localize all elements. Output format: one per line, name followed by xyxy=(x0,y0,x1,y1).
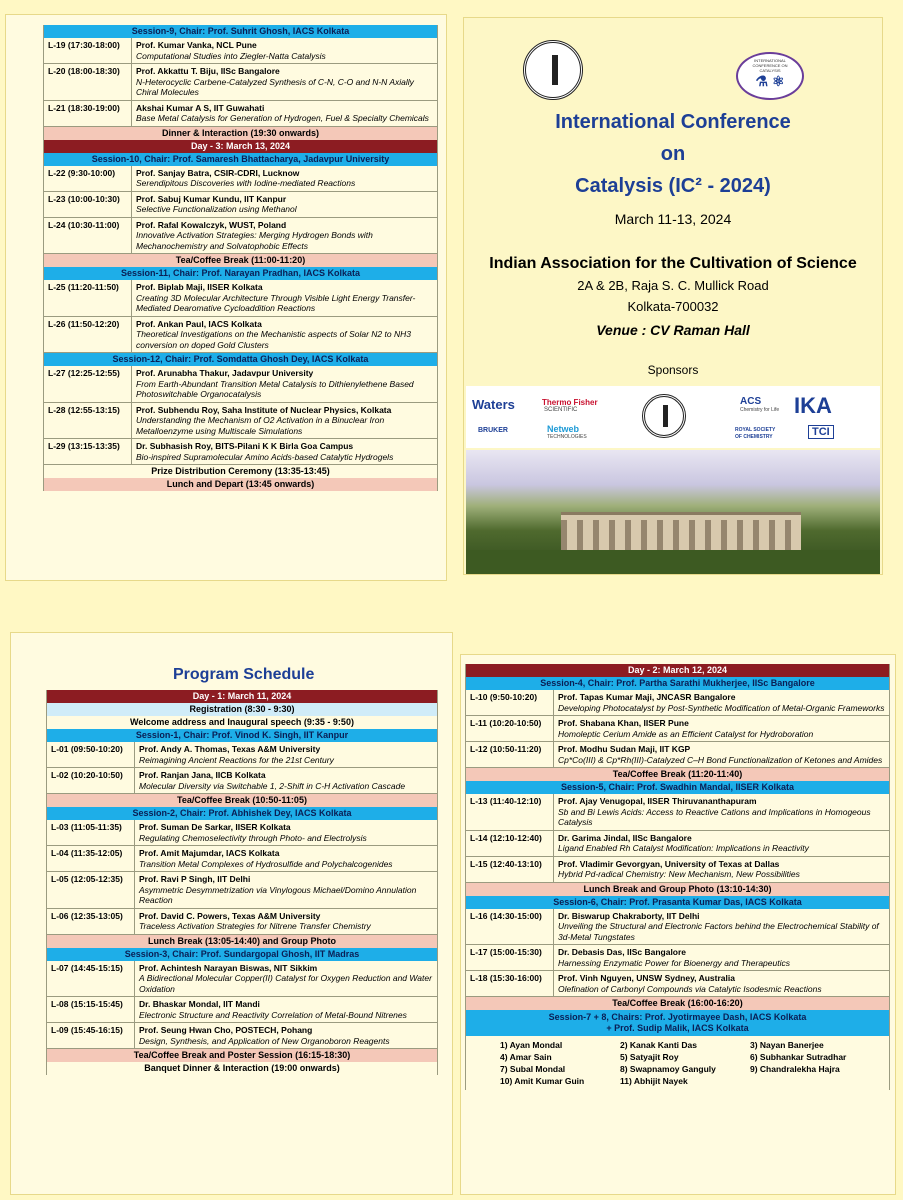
lecture-code: L-17 (15:00-15:30) xyxy=(466,945,554,970)
dinner-bar: Dinner & Interaction (19:30 onwards) xyxy=(44,127,437,140)
iacs-emblem-small xyxy=(642,394,686,438)
acs-tagline: Chemistry for Life xyxy=(740,407,780,413)
speaker-name: Prof. Suman De Sarkar, IISER Kolkata xyxy=(139,822,291,832)
lecture-row xyxy=(466,794,889,831)
lecture-row xyxy=(44,101,437,127)
lecture-details xyxy=(135,768,437,793)
conference-title-line3: Catalysis (IC² - 2024) xyxy=(575,175,771,197)
lecture-code: L-14 (12:10-12:40) xyxy=(466,831,554,856)
lecture-list xyxy=(466,690,889,768)
lecture-code: L-19 (17:30-18:00) xyxy=(44,38,132,63)
lecture-topic: Ligand Enabled Rh Catalyst Modification: Implications in Reactivity xyxy=(558,843,809,853)
tea-break-bar: Tea/Coffee Break (16:00-16:20) xyxy=(466,997,889,1010)
lecture-topic: Harnessing Enzymatic Power for Bioenergy and Therapeutics xyxy=(558,957,790,968)
lecture-topic: Electronic Structure and Reactivity Correlation of Metal-Bound Nitrenes xyxy=(139,1009,407,1020)
sponsors-heading: Sponsors xyxy=(647,363,699,377)
lecture-row xyxy=(47,820,437,846)
banquet-bar: Banquet Dinner & Interaction (19:00 onwards) xyxy=(47,1062,437,1075)
lecture-code: L-23 (10:00-10:30) xyxy=(44,192,132,217)
tea-break-bar: Tea/Coffee Break (11:20-11:40) xyxy=(466,768,889,781)
netweb-logo: Netweb xyxy=(547,424,580,434)
lecture-details xyxy=(554,742,889,767)
lecture-details xyxy=(132,38,437,63)
lecture-code: L-05 (12:05-12:35) xyxy=(47,872,135,908)
lecture-details xyxy=(554,794,889,830)
lecture-row xyxy=(466,971,889,997)
lecture-details xyxy=(132,280,437,316)
speaker-name: Dr. Bhaskar Mondal, IIT Mandi xyxy=(139,999,260,1009)
lecture-topic: Transition Metal Complexes of Hydrosulfide and Polychalcogenides xyxy=(139,858,393,869)
lecture-list xyxy=(44,166,437,255)
lecture-topic: From Earth-Abundant Transition Metal Catalysis to Dithienylethene Based Photoswitchable Organocatalysis xyxy=(136,378,414,399)
conference-title-line2: on xyxy=(660,143,686,165)
poster-presenter: 9) Chandralekha Hajra xyxy=(750,1064,840,1074)
lecture-code: L-06 (12:35-13:05) xyxy=(47,909,135,934)
lecture-topic: Developing Photocatalyst by Post-Synthetic Modification of Metal-Organic Frameworks xyxy=(558,702,885,713)
institute-name: Indian Association for the Cultivation of Science xyxy=(489,255,857,272)
speaker-name: Prof. Shabana Khan, IISER Pune xyxy=(558,718,689,728)
speaker-name: Dr. Biswarup Chakraborty, IIT Delhi xyxy=(558,910,700,921)
lecture-details xyxy=(132,101,437,126)
lecture-list xyxy=(47,742,437,794)
speaker-name: Prof. Sanjay Batra, CSIR-CDRI, Lucknow xyxy=(136,167,300,178)
lecture-details xyxy=(554,971,889,996)
lecture-row xyxy=(47,961,437,998)
venue: Venue : CV Raman Hall xyxy=(596,322,750,338)
lunch-bar: Lunch Break (13:05-14:40) and Group Photo xyxy=(47,935,437,948)
lecture-row xyxy=(44,439,437,465)
lecture-code: L-24 (10:30-11:00) xyxy=(44,218,132,254)
lecture-row xyxy=(44,38,437,64)
poster-presenter: 3) Nayan Banerjee xyxy=(750,1040,824,1050)
lecture-topic: Reimagining Ancient Reactions for the 21st Century xyxy=(139,754,334,765)
lecture-details xyxy=(132,439,437,464)
lecture-topic: Selective Functionalization using Methanol xyxy=(136,204,297,214)
session-header: Session-3, Chair: Prof. Sundargopal Ghosh, IIT Madras xyxy=(47,948,437,961)
schedule-table-bottom-left xyxy=(46,690,438,1075)
lecture-code: L-28 (12:55-13:15) xyxy=(44,403,132,439)
lecture-topic: Base Metal Catalysis for Generation of Hydrogen, Fuel & Specialty Chemicals xyxy=(136,113,429,123)
program-schedule-heading: Program Schedule xyxy=(173,666,315,683)
speaker-name: Dr. Subhasish Roy, BITS-Pilani K K Birla Goa Campus xyxy=(136,441,354,451)
schedule-table-top-left xyxy=(43,25,438,491)
lecture-details xyxy=(132,166,437,191)
lecture-list xyxy=(44,280,437,353)
lecture-row xyxy=(47,872,437,909)
lunch-bar: Lunch and Depart (13:45 onwards) xyxy=(44,478,437,491)
poster-presenter: 1) Ayan Mondal xyxy=(500,1040,563,1050)
speaker-name: Prof. Andy A. Thomas, Texas A&M University xyxy=(139,744,321,754)
lecture-row xyxy=(44,218,437,255)
lecture-list xyxy=(47,820,437,935)
lecture-code: L-29 (13:15-13:35) xyxy=(44,439,132,464)
lecture-topic: A Bidirectional Molecular Copper(II) Catalyst for Oxygen Reduction and Water Oxidation xyxy=(139,973,432,994)
lecture-row xyxy=(466,831,889,857)
lecture-details xyxy=(554,690,889,715)
conference-dates: March 11-13, 2024 xyxy=(614,211,732,227)
speaker-name: Prof. Ajay Venugopal, IISER Thiruvananthapuram xyxy=(558,796,757,806)
lecture-row xyxy=(466,857,889,883)
welcome-bar: Welcome address and Inaugural speech (9:35 - 9:50) xyxy=(47,716,437,729)
speaker-name: Prof. Seung Hwan Cho, POSTECH, Pohang xyxy=(139,1025,313,1035)
day-header: Day - 3: March 13, 2024 xyxy=(44,140,437,153)
lecture-row xyxy=(44,366,437,403)
lecture-details xyxy=(132,317,437,353)
speaker-name: Prof. Ankan Paul, IACS Kolkata xyxy=(136,318,262,329)
lecture-details xyxy=(132,366,437,402)
netweb-sub: TECHNOLOGIES xyxy=(547,434,587,440)
lecture-code: L-18 (15:30-16:00) xyxy=(466,971,554,996)
lecture-code: L-03 (11:05-11:35) xyxy=(47,820,135,845)
address-line1: 2A & 2B, Raja S. C. Mullick Road xyxy=(577,278,769,293)
lecture-code: L-15 (12:40-13:10) xyxy=(466,857,554,882)
lecture-code: L-01 (09:50-10:20) xyxy=(47,742,135,767)
poster-presenter: 7) Subal Mondal xyxy=(500,1064,566,1074)
speaker-name: Akshai Kumar A S, IIT Guwahati xyxy=(136,102,265,113)
lecture-details xyxy=(135,909,437,934)
lecture-topic: Olefination of Carbonyl Compounds via Catalytic Isodesmic Reactions xyxy=(558,983,822,994)
lecture-details xyxy=(554,831,889,856)
lecture-row xyxy=(44,317,437,354)
speaker-name: Prof. Vladimir Gevorgyan, University of Texas at Dallas xyxy=(558,858,780,869)
lecture-details xyxy=(135,742,437,767)
lecture-topic: Innovative Activation Strategies: Merging Hydrogen Bonds with Mechanochemistry and Solvatophobic Effects xyxy=(136,230,373,251)
lecture-row xyxy=(466,945,889,971)
session-header: Session-1, Chair: Prof. Vinod K. Singh, IIT Kanpur xyxy=(47,729,437,742)
lecture-topic: Design, Synthesis, and Application of New Organoboron Reagents xyxy=(139,1035,390,1046)
lecture-topic: Creating 3D Molecular Architecture Through Visible Light Energy Transfer-Mediated Dearomative Cycloaddition Reactions xyxy=(136,292,416,313)
lecture-details xyxy=(132,192,437,217)
lecture-details xyxy=(135,846,437,871)
lunch-bar: Lunch Break and Group Photo (13:10-14:30) xyxy=(466,883,889,896)
rsc-logo: ROYAL SOCIETY xyxy=(735,427,776,433)
lecture-details xyxy=(135,820,437,845)
speaker-name: Dr. Debasis Das, IISc Bangalore xyxy=(558,947,687,957)
lecture-row xyxy=(44,192,437,218)
lecture-topic: Unveiling the Structural and Electronic Factors behind the Electrochemical Stability of 3d-Metal Tungstates xyxy=(558,921,879,942)
lecture-topic: Sb and Bi Lewis Acids: Access to Reactive Cations and Implications in Homogeous Catalysis xyxy=(558,806,871,827)
prize-bar: Prize Distribution Ceremony (13:35-13:45) xyxy=(44,465,437,478)
speaker-name: Prof. Biplab Maji, IISER Kolkata xyxy=(136,282,263,292)
speaker-name: Prof. Subhendu Roy, Saha Institute of Nuclear Physics, Kolkata xyxy=(136,404,392,415)
lecture-details xyxy=(132,64,437,100)
lecture-topic: Cp*Co(III) & Cp*Rh(III)-Catalyzed C–H Bond Functionalization of Ketones and Amides xyxy=(558,754,883,765)
lecture-details xyxy=(554,945,889,970)
lecture-row xyxy=(47,1023,437,1049)
lecture-row xyxy=(47,846,437,872)
speaker-name: Prof. Vinh Nguyen, UNSW Sydney, Australia xyxy=(558,973,735,983)
session-header: Session-9, Chair: Prof. Suhrit Ghosh, IACS Kolkata xyxy=(44,25,437,38)
lecture-list xyxy=(44,38,437,127)
lecture-details xyxy=(135,872,437,908)
poster-presenter: 6) Subhankar Sutradhar xyxy=(750,1052,847,1062)
lecture-topic: N-Heterocyclic Carbene-Catalyzed Synthesis of C-N, C-O and N-N Axially Chiral Molecules xyxy=(136,76,414,97)
address-line2: Kolkata-700032 xyxy=(627,299,719,314)
lecture-list xyxy=(44,366,437,465)
session-header: Session-2, Chair: Prof. Abhishek Dey, IACS Kolkata xyxy=(47,807,437,820)
session-header: Session-6, Chair: Prof. Prasanta Kumar Das, IACS Kolkata xyxy=(466,896,889,909)
lecture-list xyxy=(466,909,889,998)
session-header: Session-5, Chair: Prof. Swadhin Mandal, IISER Kolkata xyxy=(466,781,889,794)
poster-presenter: 11) Abhijit Nayek xyxy=(620,1076,688,1086)
lecture-topic: Hybrid Pd-radical Chemistry: New Mechanism, New Possibilities xyxy=(558,869,800,879)
lecture-topic: Computational Studies into Ziegler-Natta Catalysis xyxy=(136,50,326,61)
speaker-name: Prof. Arunabha Thakur, Jadavpur University xyxy=(136,368,314,378)
lecture-details xyxy=(554,716,889,741)
speaker-name: Prof. Rafal Kowalczyk, WUST, Poland xyxy=(136,219,287,230)
lecture-topic: Understanding the Mechanism of O2 Activation in a Binuclear Iron Metalloenzyme using Multiscale Simulations xyxy=(136,415,385,436)
lecture-code: L-11 (10:20-10:50) xyxy=(466,716,554,741)
lecture-topic: Molecular Diversity via Switchable 1, 2-Shift in C-H Activation Cascade xyxy=(139,780,406,791)
registration-bar: Registration (8:30 - 9:30) xyxy=(47,703,437,716)
tci-logo: TCI xyxy=(808,425,834,439)
lecture-list xyxy=(47,961,437,1050)
acs-logo: ACS xyxy=(740,396,762,407)
lecture-row xyxy=(47,742,437,768)
lecture-row xyxy=(466,909,889,946)
lecture-topic: Theoretical Investigations on the Mechanistic aspects of Solar N2 to NH3 conversion on doped Gold Clusters xyxy=(136,329,411,350)
conference-logo: INTERNATIONAL CONFERENCE ON CATALYSIS ⚗ ⚛ xyxy=(736,52,804,100)
lecture-code: L-21 (18:30-19:00) xyxy=(44,101,132,126)
lecture-row xyxy=(466,742,889,768)
speaker-name: Prof. Modhu Sudan Maji, IIT KGP xyxy=(558,744,691,754)
bruker-logo: BRUKER xyxy=(478,427,508,434)
speaker-name: Prof. Ravi P Singh, IIT Delhi xyxy=(139,874,251,884)
lecture-details xyxy=(135,1023,437,1048)
lecture-topic: Bio-inspired Supramolecular Amino Acids-based Catalytic Hydrogels xyxy=(136,451,394,462)
lecture-details xyxy=(554,909,889,945)
lecture-row xyxy=(466,690,889,716)
campus-photo xyxy=(466,450,880,574)
lecture-topic: Traceless Activation Strategies for Nitrene Transfer Chemistry xyxy=(139,921,371,931)
lecture-topic: Asymmetric Desymmetrization via Vinylogous Michael/Domino Annulation Reaction xyxy=(139,884,417,905)
lecture-row xyxy=(47,768,437,794)
lecture-code: L-07 (14:45-15:15) xyxy=(47,961,135,997)
poster-session-header: Session-7 + 8, Chairs: Prof. Jyotirmayee Dash, IACS Kolkata + Prof. Sudip Malik, IACS Kolkata xyxy=(466,1010,889,1036)
session-header: Session-11, Chair: Prof. Narayan Pradhan, IACS Kolkata xyxy=(44,267,437,280)
poster-presenter: 8) Swapnamoy Ganguly xyxy=(620,1064,716,1074)
speaker-name: Prof. David C. Powers, Texas A&M University xyxy=(139,910,321,921)
lecture-details xyxy=(554,857,889,882)
lecture-code: L-09 (15:45-16:15) xyxy=(47,1023,135,1048)
day-header: Day - 2: March 12, 2024 xyxy=(466,664,889,677)
lecture-details xyxy=(135,997,437,1022)
speaker-name: Prof. Ranjan Jana, IICB Kolkata xyxy=(139,770,266,780)
lecture-details xyxy=(135,961,437,997)
lecture-row xyxy=(47,997,437,1023)
poster-presenters xyxy=(466,1036,889,1090)
lecture-topic: Regulating Chemoselectivity through Photo- and Electrolysis xyxy=(139,832,367,843)
lecture-topic: Serendipitous Discoveries with Iodine-mediated Reactions xyxy=(136,178,356,188)
lecture-list xyxy=(466,794,889,883)
poster-presenter: 2) Kanak Kanti Das xyxy=(620,1040,697,1050)
lecture-code: L-16 (14:30-15:00) xyxy=(466,909,554,945)
lecture-row xyxy=(44,166,437,192)
poster-presenter: 5) Satyajit Roy xyxy=(620,1052,679,1062)
waters-logo: Waters xyxy=(472,397,515,412)
session-header: Session-10, Chair: Prof. Samaresh Bhattacharya, Jadavpur University xyxy=(44,153,437,166)
iacs-emblem xyxy=(523,40,583,100)
poster-presenter: 10) Amit Kumar Guin xyxy=(500,1076,585,1086)
lecture-code: L-12 (10:50-11:20) xyxy=(466,742,554,767)
thermofisher-sub: SCIENTIFIC xyxy=(544,407,578,413)
speaker-name: Prof. Achintesh Narayan Biswas, NIT Sikkim xyxy=(139,962,318,973)
speaker-name: Prof. Sabuj Kumar Kundu, IIT Kanpur xyxy=(136,193,287,204)
poster-presenter: 4) Amar Sain xyxy=(500,1052,552,1062)
lecture-details xyxy=(132,218,437,254)
speaker-name: Prof. Kumar Vanka, NCL Pune xyxy=(136,40,257,50)
lecture-row xyxy=(44,403,437,440)
lecture-code: L-02 (10:20-10:50) xyxy=(47,768,135,793)
poster-session-bar: Tea/Coffee Break and Poster Session (16:15-18:30) xyxy=(47,1049,437,1062)
lecture-topic: Homoleptic Cerium Amide as an Efficient Catalyst for Hydroboration xyxy=(558,728,814,739)
lecture-code: L-04 (11:35-12:05) xyxy=(47,846,135,871)
lecture-code: L-10 (9:50-10:20) xyxy=(466,690,554,715)
rsc-logo-line2: OF CHEMISTRY xyxy=(735,434,773,440)
speaker-name: Dr. Garima Jindal, IISc Bangalore xyxy=(558,832,692,843)
lecture-code: L-20 (18:00-18:30) xyxy=(44,64,132,100)
lecture-code: L-27 (12:25-12:55) xyxy=(44,366,132,402)
lecture-code: L-26 (11:50-12:20) xyxy=(44,317,132,353)
ika-logo: IKA xyxy=(794,393,832,418)
thermofisher-logo: Thermo Fisher xyxy=(542,398,598,407)
session-header: Session-12, Chair: Prof. Somdatta Ghosh Dey, IACS Kolkata xyxy=(44,353,437,366)
speaker-name: Prof. Akkattu T. Biju, IISc Bangalore xyxy=(136,66,280,76)
lecture-details xyxy=(132,403,437,439)
schedule-table-bottom-right xyxy=(465,664,890,1090)
lecture-row xyxy=(47,909,437,935)
lecture-code: L-22 (9:30-10:00) xyxy=(44,166,132,191)
lecture-row xyxy=(44,64,437,101)
lecture-code: L-25 (11:20-11:50) xyxy=(44,280,132,316)
speaker-name: Prof. Tapas Kumar Maji, JNCASR Bangalore xyxy=(558,692,736,702)
conference-title-line1: International Conference xyxy=(555,111,791,133)
lecture-row xyxy=(466,716,889,742)
lecture-code: L-13 (11:40-12:10) xyxy=(466,794,554,830)
session-header: Session-4, Chair: Prof. Partha Sarathi Mukherjee, IISc Bangalore xyxy=(466,677,889,690)
day-header: Day - 1: March 11, 2024 xyxy=(47,690,437,703)
lecture-code: L-08 (15:15-15:45) xyxy=(47,997,135,1022)
tea-break-bar: Tea/Coffee Break (11:00-11:20) xyxy=(44,254,437,267)
lecture-row xyxy=(44,280,437,317)
speaker-name: Prof. Amit Majumdar, IACS Kolkata xyxy=(139,848,280,858)
tea-break-bar: Tea/Coffee Break (10:50-11:05) xyxy=(47,794,437,807)
